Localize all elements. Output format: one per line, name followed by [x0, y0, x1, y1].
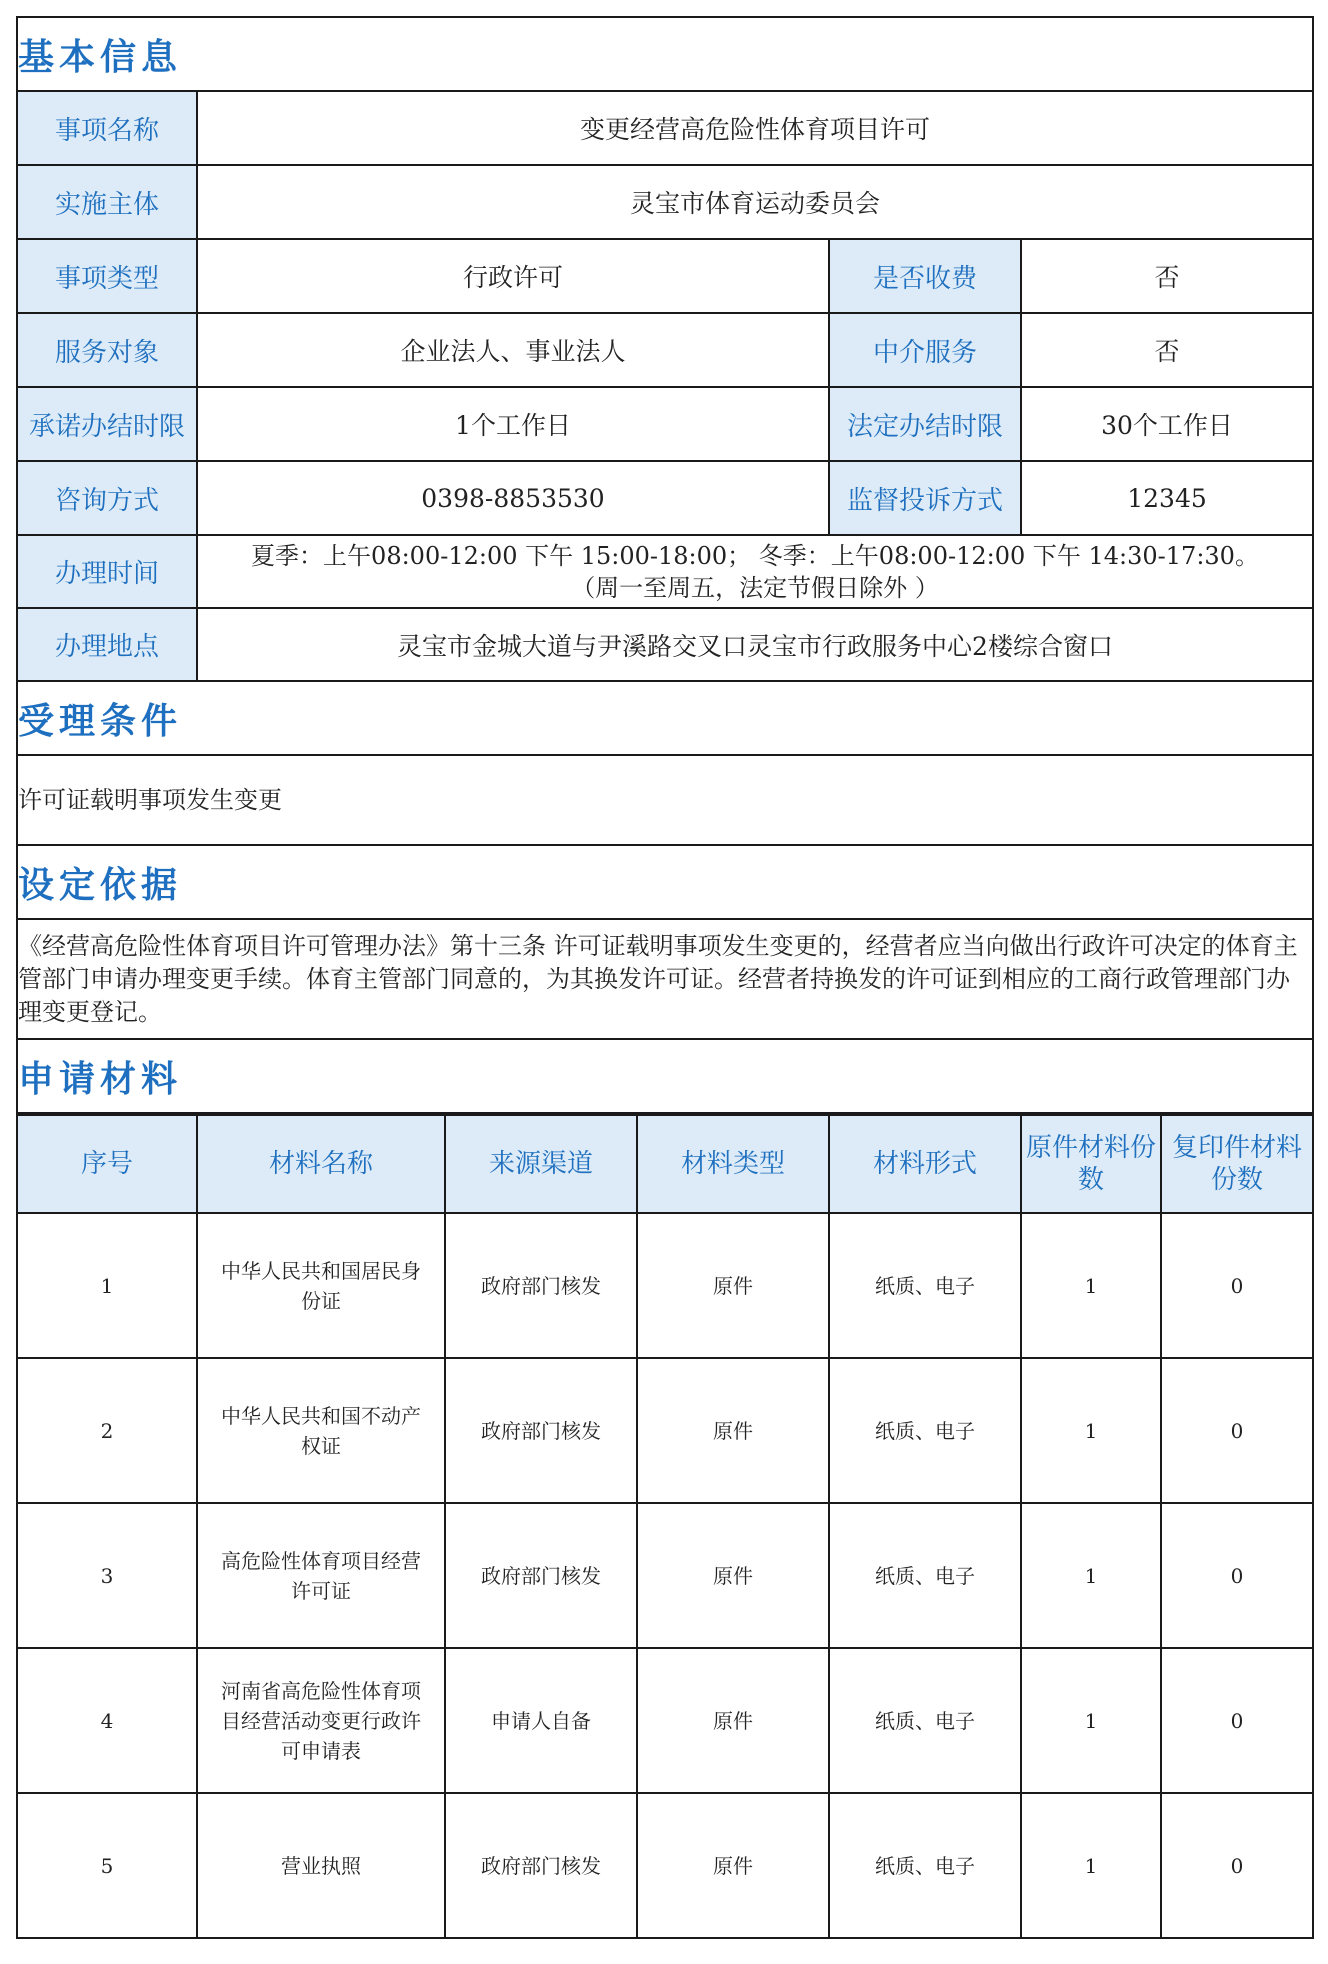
label-agency: 中介服务	[829, 313, 1021, 387]
cell-copy: 0	[1161, 1503, 1313, 1648]
cell-source: 政府部门核发	[445, 1793, 637, 1938]
cell-no: 5	[17, 1793, 197, 1938]
value-subject: 灵宝市体育运动委员会	[197, 165, 1313, 239]
label-consult: 咨询方式	[17, 461, 197, 535]
cell-form: 纸质、电子	[829, 1793, 1021, 1938]
cell-source: 政府部门核发	[445, 1503, 637, 1648]
service-guide-document	[16, 16, 1312, 1939]
table-row	[17, 1648, 1313, 1793]
value-fee: 否	[1021, 239, 1313, 313]
cell-copy: 0	[1161, 1648, 1313, 1793]
section-title-basis: 设定依据	[17, 845, 1313, 919]
cell-form: 纸质、电子	[829, 1503, 1021, 1648]
cell-source: 政府部门核发	[445, 1358, 637, 1503]
header-orig-count: 原件材料份数	[1021, 1115, 1161, 1213]
table-row	[17, 1793, 1313, 1938]
cell-type: 原件	[637, 1213, 829, 1358]
cell-name: 中华人民共和国不动产权证	[197, 1358, 445, 1503]
cell-orig: 1	[1021, 1793, 1161, 1938]
table-row	[17, 1503, 1313, 1648]
section-title-conditions: 受理条件	[17, 681, 1313, 755]
hours-line-2: （周一至周五，法定节假日除外 ）	[571, 573, 939, 602]
materials-table	[16, 1114, 1314, 1939]
label-hours: 办理时间	[17, 535, 197, 608]
label-legal-limit: 法定办结时限	[829, 387, 1021, 461]
table-row	[17, 1358, 1313, 1503]
cell-name: 中华人民共和国居民身份证	[197, 1213, 445, 1358]
cell-no: 4	[17, 1648, 197, 1793]
label-complaint: 监督投诉方式	[829, 461, 1021, 535]
label-location: 办理地点	[17, 608, 197, 681]
cell-orig: 1	[1021, 1358, 1161, 1503]
cell-no: 3	[17, 1503, 197, 1648]
cell-type: 原件	[637, 1648, 829, 1793]
cell-type: 原件	[637, 1503, 829, 1648]
value-hours	[197, 535, 1313, 608]
value-consult: 0398-8853530	[197, 461, 829, 535]
section-title-materials: 申请材料	[17, 1039, 1313, 1113]
cell-name: 高危险性体育项目经营许可证	[197, 1503, 445, 1648]
header-copy-count: 复印件材料份数	[1161, 1115, 1313, 1213]
value-item-name: 变更经营高危险性体育项目许可	[197, 91, 1313, 165]
section-title-basic: 基本信息	[17, 17, 1313, 91]
basis-text: 《经营高危险性体育项目许可管理办法》第十三条 许可证载明事项发生变更的，经营者应当向做出行政许可决定的体育主管部门申请办理变更手续。体育主管部门同意的，为其换发许可证。经营者持换发的许可证到相应的工商行政管理部门办理变更登记。	[17, 919, 1313, 1039]
cell-no: 1	[17, 1213, 197, 1358]
label-fee: 是否收费	[829, 239, 1021, 313]
cell-orig: 1	[1021, 1648, 1161, 1793]
label-promised-limit: 承诺办结时限	[17, 387, 197, 461]
cell-type: 原件	[637, 1793, 829, 1938]
header-source: 来源渠道	[445, 1115, 637, 1213]
basic-info-table	[16, 16, 1314, 1114]
cell-copy: 0	[1161, 1358, 1313, 1503]
label-target: 服务对象	[17, 313, 197, 387]
header-type: 材料类型	[637, 1115, 829, 1213]
value-location: 灵宝市金城大道与尹溪路交叉口灵宝市行政服务中心2楼综合窗口	[197, 608, 1313, 681]
value-agency: 否	[1021, 313, 1313, 387]
cell-name: 河南省高危险性体育项目经营活动变更行政许可申请表	[197, 1648, 445, 1793]
cell-no: 2	[17, 1358, 197, 1503]
cell-orig: 1	[1021, 1503, 1161, 1648]
cell-source: 申请人自备	[445, 1648, 637, 1793]
cell-type: 原件	[637, 1358, 829, 1503]
value-legal-limit: 30个工作日	[1021, 387, 1313, 461]
cell-name: 营业执照	[197, 1793, 445, 1938]
label-type: 事项类型	[17, 239, 197, 313]
header-name: 材料名称	[197, 1115, 445, 1213]
value-promised-limit: 1个工作日	[197, 387, 829, 461]
table-row	[17, 1213, 1313, 1358]
label-item-name: 事项名称	[17, 91, 197, 165]
materials-header-row	[17, 1115, 1313, 1213]
hours-line-1: 夏季：上午08:00-12:00 下午 15:00-18:00； 冬季：上午08:00-12:00 下午 14:30-17:30。	[251, 541, 1259, 570]
cell-orig: 1	[1021, 1213, 1161, 1358]
cell-form: 纸质、电子	[829, 1648, 1021, 1793]
value-type: 行政许可	[197, 239, 829, 313]
cell-copy: 0	[1161, 1793, 1313, 1938]
cell-form: 纸质、电子	[829, 1358, 1021, 1503]
header-no: 序号	[17, 1115, 197, 1213]
header-form: 材料形式	[829, 1115, 1021, 1213]
value-target: 企业法人、事业法人	[197, 313, 829, 387]
conditions-text: 许可证载明事项发生变更	[17, 755, 1313, 845]
cell-source: 政府部门核发	[445, 1213, 637, 1358]
label-subject: 实施主体	[17, 165, 197, 239]
cell-copy: 0	[1161, 1213, 1313, 1358]
value-complaint: 12345	[1021, 461, 1313, 535]
cell-form: 纸质、电子	[829, 1213, 1021, 1358]
